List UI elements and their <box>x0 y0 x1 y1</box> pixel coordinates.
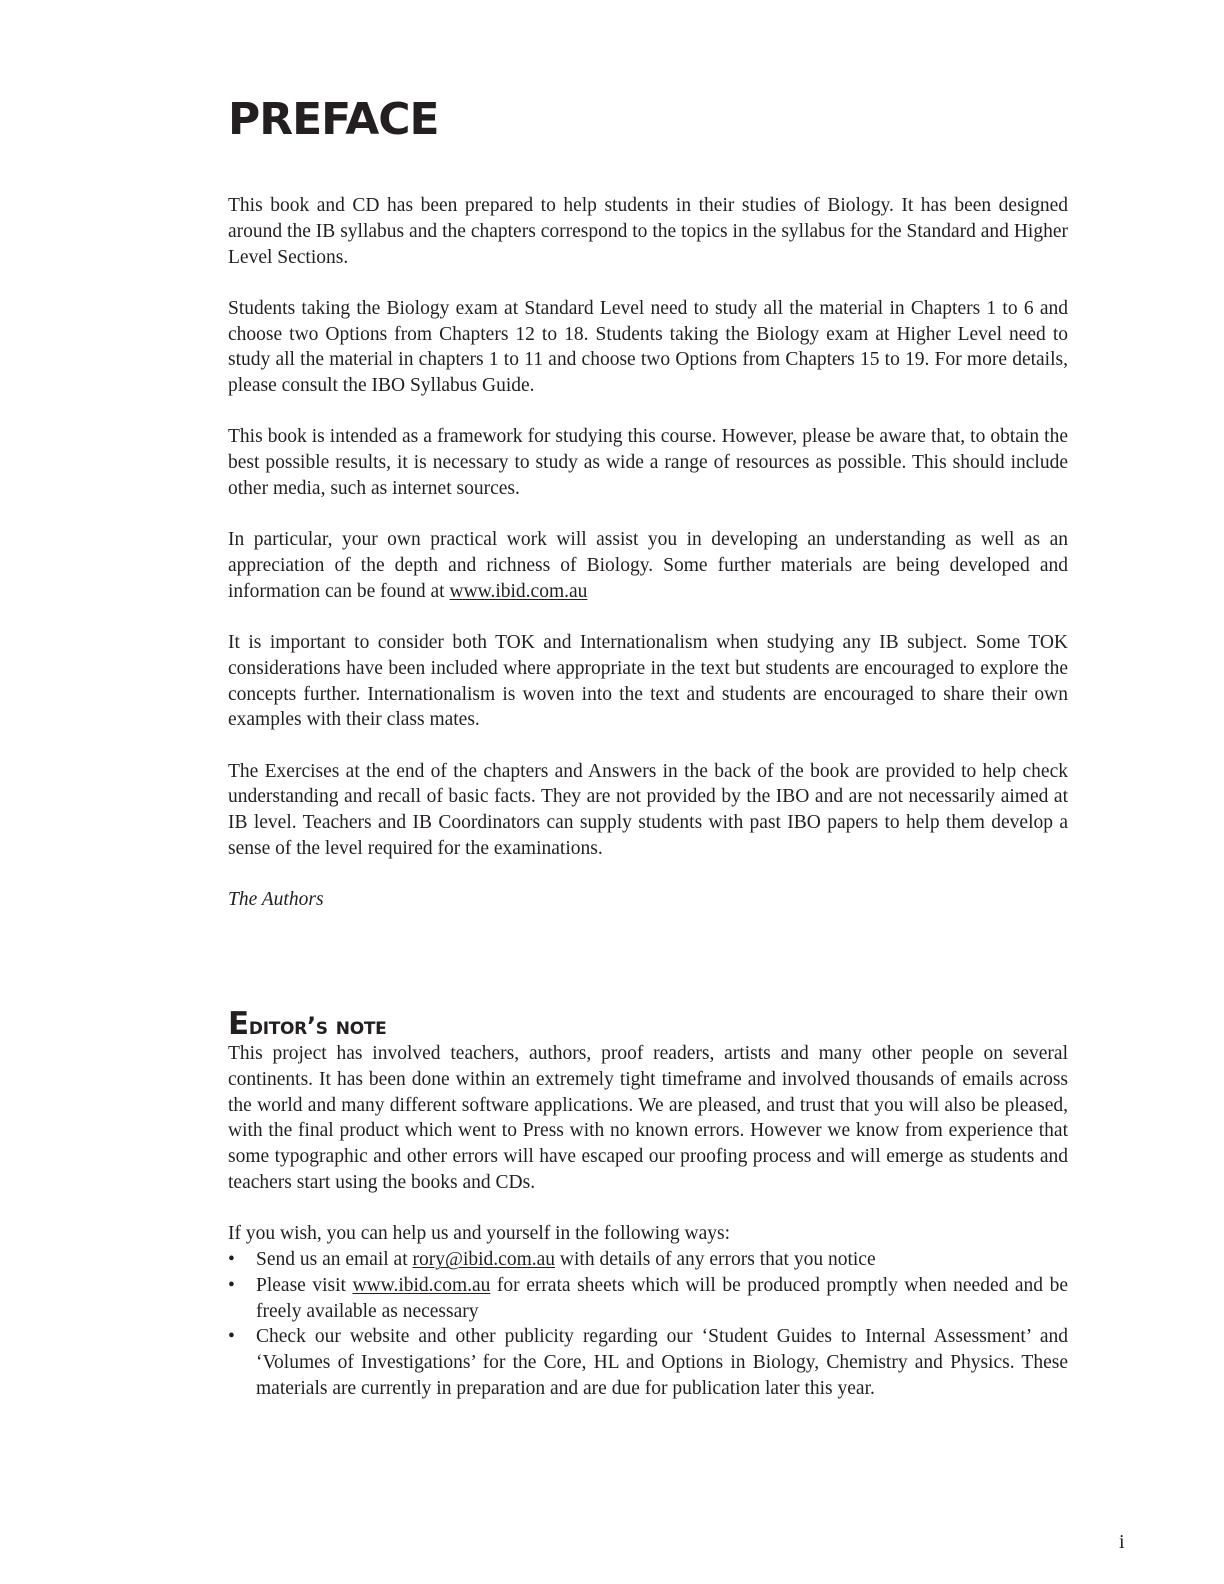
list-item <box>228 1273 1068 1325</box>
list-item-text: with details of any errors that you notice <box>555 1248 876 1270</box>
editors-note-body <box>228 1041 1068 1402</box>
editors-note-title <box>228 1006 386 1044</box>
editors-note-title-initial: E <box>228 1006 249 1042</box>
list-item-text: Send us an email at <box>256 1248 413 1270</box>
preface-paragraph-3: This book is intended as a framework for studying this course. However, please be aware that, to obtain the best possible results, it is necessary to study as wide a range of resources as possible. This should include other media, such as internet sources. <box>228 426 1068 499</box>
list-item <box>228 1324 1068 1401</box>
preface-paragraph-4-text: In particular, your own practical work will assist you in developing an understanding as well as an appreciation of the depth and richness of Biology. Some further materials are being developed and information can be found at <box>228 529 1068 602</box>
preface-signature: The Authors <box>228 889 324 911</box>
ibid-website-link[interactable]: www.ibid.com.au <box>449 580 588 602</box>
errata-website-link[interactable]: www.ibid.com.au <box>352 1274 491 1296</box>
list-item-text: for errata sheets which will be produced promptly when needed and be freely available as necessary <box>256 1274 1068 1322</box>
editors-note-title-rest: ditor’s note <box>248 1012 387 1040</box>
editors-note-lead: If you wish, you can help us and yourself in the following ways: <box>228 1223 731 1245</box>
list-item-text: Check our website and other publicity regarding our ‘Student Guides to Internal Assessment’ and ‘Volumes of Investigations’ for the Core, HL and Options in Biology, Chemistry and Physics. These materials are currently in preparation and are due for publication later this year. <box>256 1326 1068 1399</box>
editors-note-paragraph: This project has involved teachers, authors, proof readers, artists and many other people on several continents. It has been done within an extremely tight timeframe and involved thousands of emails across the world and many different software applications. We are pleased, and trust that you will also be pleased, with the final product which went to Press with no known errors. However we know from experience that some typographic and other errors will have escaped our proofing process and will emerge as students and teachers start using the books and CDs. <box>228 1043 1068 1193</box>
email-link[interactable]: rory@ibid.com.au <box>412 1248 556 1270</box>
preface-paragraph-1: This book and CD has been prepared to help students in their studies of Biology. It has been designed around the IB syllabus and the chapters correspond to the topics in the syllabus for the Standard and Higher Level Sections. <box>228 195 1068 268</box>
bullet-icon: • <box>228 1326 235 1348</box>
preface-paragraph-2: Students taking the Biology exam at Standard Level need to study all the material in Chapters 1 to 6 and choose two Options from Chapters 12 to 18. Students taking the Biology exam at Higher Level need to study all the material in chapters 1 to 11 and choose two Options from Chapters 15 to 19. For more details, please consult the IBO Syllabus Guide. <box>228 297 1068 397</box>
preface-paragraph-6: The Exercises at the end of the chapters and Answers in the back of the book are provided to help check understanding and recall of basic facts. They are not provided by the IBO and are not necessarily aimed at IB level. Teachers and IB Coordinators can supply students with past IBO papers to help them develop a sense of the level required for the examinations. <box>228 760 1068 859</box>
page-number: i <box>1119 1531 1125 1553</box>
help-ways-list <box>228 1247 1068 1402</box>
list-item-text: Please visit <box>256 1274 353 1296</box>
bullet-icon: • <box>228 1274 235 1296</box>
preface-paragraph-4 <box>228 527 1068 604</box>
preface-paragraph-5: It is important to consider both TOK and Internationalism when studying any IB subject. Some TOK considerations have been included where appropriate in the text but students are encouraged to explore the concepts further. Internationalism is woven into the text and students are encouraged to share their own examples with their class mates. <box>228 631 1068 731</box>
preface-title: PREFACE <box>228 94 439 145</box>
bullet-icon: • <box>228 1248 235 1270</box>
preface-body <box>228 193 1068 938</box>
list-item <box>228 1247 1068 1273</box>
